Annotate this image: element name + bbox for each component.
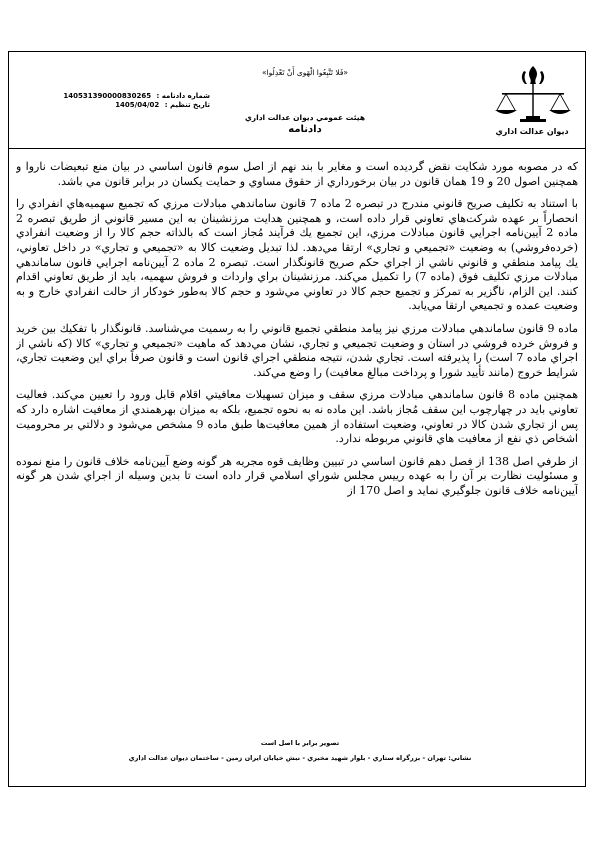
- paragraph: همچنين ماده 8 قانون ساماندهي مبادلات مرزي سقف و ميزان تسهيلات معافيتي اقلام قابل ورود را تعيين مي‌كند. فعاليت تعاوني بايد در چهارچوب اين سقف مُجاز باشد. اين ماده نه به نحوه تجميع، بلكه به ميزان بهرهمندي از معافيت اشاره دارد كه پس از تجاري شدن كالا در تعاوني، وضعيت استفاده از همين معافيت‌ها طبق ماده 9 مشخص مي‌شود و دلالتي بر محروميت اشخاص ذي نفع از معافيت هاي قانوني مربوطه ندارد.: [16, 388, 578, 446]
- board-name: هيئت عمومي ديوان عدالت اداري: [244, 113, 366, 122]
- document-type-title: دادنامه: [288, 124, 322, 135]
- header-divider: [8, 148, 586, 149]
- date-row: [60, 101, 210, 109]
- motto-verse: «فَلا تَتَّبِعُوا الْهَوى أَنْ تَعْدِلُوا»: [261, 68, 348, 77]
- organization-name: ديوان عدالت اداري: [495, 127, 569, 136]
- verdict-body: [16, 160, 578, 735]
- paragraph: با استناد به تكليف صريح قانوني مندرج در تبصره 2 ماده 7 قانون ساماندهي مبادلات مرزي كه تجميع سهميه‌هاي انفرادي را انحصاراً بر عهده شركت‌هاي تعاوني قرار داده است، و همچنين هدايت مرزنشينان به اين مسير قانوني از طريق تبصره 2 ماده 2 آيين‌نامه اجرايي قانون مبادلات مرزي، اين تجميع يك فرآيند مُجاز است كه بالذاته حجم كالا را از وضعيت انفرادي (خرده‌فروشي) به وضعيت «تجميعي و تجاري» ارتقا مي‌دهد. لذا تبديل وضعيت كالا به «تجميعي و تجاري» در داخل تعاوني، يك پيامد منطقي و قانوني ناشي از اجراي حكم صريح قانونگذار است. تبصره 2 ماده 2 آيين‌نامه اجرايي قانون ساماندهي مبادلات مرزي تكليف فوق (ماده 7) را تكميل مي‌كند. مرزنشينان براي واردات و فروش سهميه، بايد از طريق تعاوني اقدام كنند. اين الزام، ناگزير به تمركز و تجميع حجم كالا در تعاوني مي‌شود و حجم كالا به‌طور خودكار از حالت انفرادي خارج و به وضعيت عمده و تجميعي ارتقا مي‌يابد.: [16, 197, 578, 313]
- paragraph: از طرفي اصل 138 از فصل دهم قانون اساسي در تبيين وظايف قوه مجريه هر گونه وضع آيين‌نامه خلاف قانون را منع نموده و مسئوليت نظارت بر آن را به عهده رييس مجلس شوراي اسلامي قرار داده است تا بدين وسيله از اجراي شدن هر گونه آيين‌نامه خلاف قانون جلوگيري نمايد و اصل 170 از: [16, 454, 578, 497]
- scales-of-justice-emblem-icon: [490, 62, 576, 128]
- office-address: نشاني: تهران - بزرگراه ستاري - بلوار شهيد مخبري - نبش خيابان ايران زمين - ساختمان ديوان عدالت اداري: [128, 754, 472, 762]
- paragraph: كه در مصوبه مورد شكايت نقض گرديده است و مغاير با بند نهم از اصل سوم قانون اساسي در بيان منع تبعيضات ناروا و همچنين اصول 20 و 19 همان قانون در بيان برخورداري از حقوق مساوي و حمايت يكسان در برابر قانون مي باشد.: [16, 160, 578, 188]
- copy-certification-note: تصوير برابر با اصل است: [260, 739, 340, 747]
- dadname-number: 140531390000830265: [63, 92, 152, 100]
- date-value: 1405/04/02: [115, 101, 160, 109]
- dadname-number-label: شماره دادنامه :: [156, 92, 210, 100]
- paragraph: ماده 9 قانون ساماندهي مبادلات مرزي نيز پيامد منطقي تجميع قانوني را به رسميت مي‌شناسد. قانونگذار با تفكيك بين خريد و فروش خرده فروشي در استان و وضعيت تجميعي و تجاري، نشان مي‌دهد كه ماهيت «تجميعي و تجاري» كالا (كه ناشي از اجراي ماده 7 است) را پذيرفته است. تجاري شدن، نتيجه منطقي اجراي قانون است و قانون صرفاً براي اين وضعيت تجاري، شرايط خروج (مانند تأييد شورا و پرداخت مبالغ معافيت) را وضع مي‌كند.: [16, 321, 578, 379]
- date-label: تاريخ تنظيم :: [164, 101, 210, 109]
- dadname-number-row: [60, 92, 210, 100]
